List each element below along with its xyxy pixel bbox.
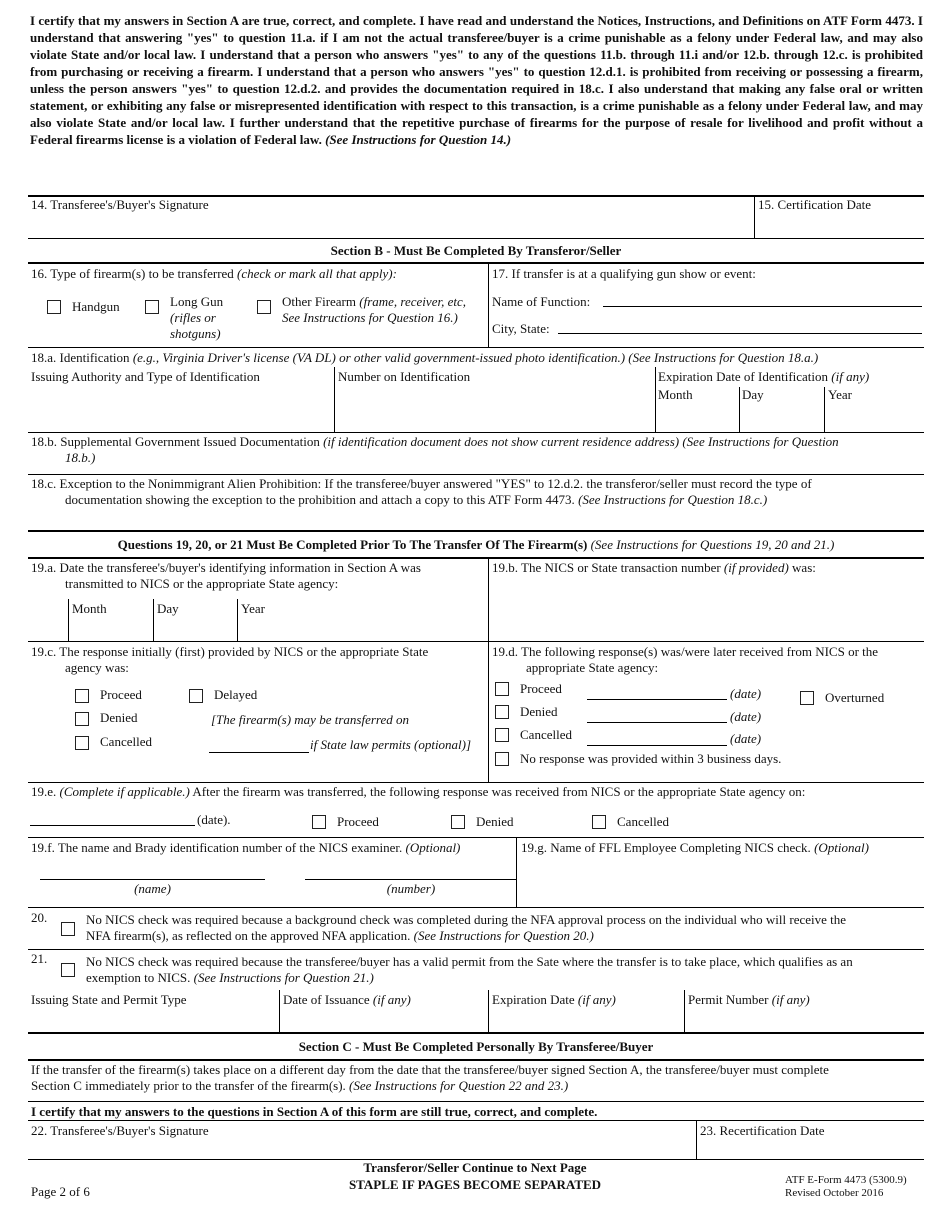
page-number: Page 2 of 6 bbox=[31, 1184, 90, 1199]
q19e-denied-label: Denied bbox=[476, 814, 514, 829]
q19c-transfer-date-field[interactable] bbox=[209, 752, 309, 753]
q19c-delayed-label: Delayed bbox=[214, 687, 258, 702]
q15-date-field[interactable] bbox=[758, 214, 922, 236]
q19e-proceed-label: Proceed bbox=[337, 814, 379, 829]
handgun-label: Handgun bbox=[72, 299, 120, 314]
q19d-denied-label: Denied bbox=[520, 704, 558, 719]
permit-issuance-label: Date of Issuance (if any) bbox=[283, 992, 411, 1007]
q19c-denied-label: Denied bbox=[100, 710, 138, 725]
section-c-instructions: If the transfer of the firearm(s) takes place on a different day from the date that the transferee/buyer signed Section A, the transferee/buyer must complete bbox=[31, 1062, 829, 1077]
q19d-proceed-label: Proceed bbox=[520, 681, 562, 696]
q19e-label: 19.e. (Complete if applicable.) After the firearm was transferred, the following response was received from NICS or the appropriate State agency on: bbox=[31, 784, 806, 799]
section-c-instructions-cont: Section C immediately prior to the transfer of the firearm(s). (See Instructions for Question 22 and 23.) bbox=[31, 1078, 569, 1093]
q19a-day-label: Day bbox=[157, 601, 179, 616]
continue-note: Transferor/Seller Continue to Next Page bbox=[363, 1160, 587, 1175]
issuing-authority-label: Issuing Authority and Type of Identification bbox=[31, 369, 260, 384]
section-b-header: Section B - Must Be Completed By Transferor/Seller bbox=[330, 243, 622, 258]
q19d-denied-date-label: (date) bbox=[730, 709, 762, 724]
q19c-denied-checkbox[interactable] bbox=[75, 712, 89, 726]
q22-label: 22. Transferee's/Buyer's Signature bbox=[31, 1123, 209, 1138]
q19c-label-cont: agency was: bbox=[65, 660, 129, 675]
q19d-denied-checkbox[interactable] bbox=[495, 705, 509, 719]
permit-expiration-label: Expiration Date (if any) bbox=[492, 992, 616, 1007]
overturned-label: Overturned bbox=[825, 690, 885, 705]
q20-text: No NICS check was required because a background check was completed during the NFA approval process on the individual who will receive the bbox=[86, 912, 847, 927]
other-firearm-note: See Instructions for Question 16.) bbox=[282, 310, 458, 325]
nics-examiner-number-field[interactable] bbox=[305, 879, 517, 880]
q19d-cancelled-label: Cancelled bbox=[520, 727, 572, 742]
q19d-cancelled-date-field[interactable] bbox=[587, 745, 727, 746]
function-name-field[interactable] bbox=[603, 306, 922, 307]
q19c-delayed-checkbox[interactable] bbox=[189, 689, 203, 703]
q19d-label: 19.d. The following response(s) was/were later received from NICS or the bbox=[492, 644, 879, 659]
q19c-transfer-note-cont: if State law permits (optional)] bbox=[310, 737, 472, 752]
q20-number: 20. bbox=[31, 910, 48, 925]
other-firearm-label: Other Firearm (frame, receiver, etc, bbox=[282, 294, 466, 309]
q17-label: 17. If transfer is at a qualifying gun show or event: bbox=[492, 266, 756, 281]
handgun-checkbox[interactable] bbox=[47, 300, 61, 314]
q19g-label: 19.g. Name of FFL Employee Completing NICS check. (Optional) bbox=[521, 840, 869, 855]
city-state-label: City, State: bbox=[492, 321, 550, 336]
q21-text-cont: exemption to NICS. (See Instructions for Question 21.) bbox=[86, 970, 374, 985]
examiner-number-label: (number) bbox=[386, 881, 436, 896]
q19e-cancelled-label: Cancelled bbox=[617, 814, 669, 829]
q18c-label: 18.c. Exception to the Nonimmigrant Alien Prohibition: If the transferee/buyer answered "YES" to 12.d.2. the transferor/seller must record the type of bbox=[31, 476, 812, 491]
q16-label: 16. Type of firearm(s) to be transferred (check or mark all that apply): bbox=[31, 266, 397, 281]
q21-text: No NICS check was required because the transferee/buyer has a valid permit from the Sate where the transfer is to take place, which qualifies as an bbox=[86, 954, 853, 969]
id-exp-month-label: Month bbox=[658, 387, 693, 402]
q19e-date-field[interactable] bbox=[30, 825, 195, 826]
permit-issuing-label: Issuing State and Permit Type bbox=[31, 992, 187, 1007]
q18b-label: 18.b. Supplemental Government Issued Documentation (if identification document does not show current residence address) (See Instructions for Question bbox=[31, 434, 839, 449]
q19a-month-label: Month bbox=[72, 601, 107, 616]
q23-label: 23. Recertification Date bbox=[700, 1123, 825, 1138]
q19d-cancelled-checkbox[interactable] bbox=[495, 728, 509, 742]
staple-note: STAPLE IF PAGES BECOME SEPARATED bbox=[348, 1177, 602, 1192]
examiner-name-label: (name) bbox=[134, 881, 171, 896]
q19f-label: 19.f. The name and Brady identification number of the NICS examiner. (Optional) bbox=[31, 840, 461, 855]
q19c-proceed-label: Proceed bbox=[100, 687, 142, 702]
q19a-year-label: Year bbox=[241, 601, 265, 616]
function-name-label: Name of Function: bbox=[492, 294, 591, 309]
certification-text: I certify that my answers in Section A are true, correct, and complete. I have read and understand the Notices, Instructions, and Definitions on ATF Form 4473. I understand that answering "yes" to question 11.a. if I am not the actual transferee/buyer is a crime punishable as a felony under Federal law, and may also violate State and/or local law. I understand that a person who answers "yes" to any of the questions 11.b. through 11.i and/or 12.b. through 12.c. is prohibited from purchasing or receiving a firearm. I understand that a person who answers "yes" to question 12.d.1. is prohibited from receiving or possessing a firearm, unless the person answers "yes" to question 12.d.2. and provides the documentation required in 18.c. I also understand that making any false oral or written statement, or exhibiting any false or misrepresented identification with respect to this transaction, is a crime punishable as a felony under Federal law, and may also violate State and/or local law. I further understand that the repetitive purchase of firearms for the purpose of resale for livelihood and profit without a Federal firearms license is a violation of Federal law. bbox=[30, 13, 923, 147]
permit-number-label: Permit Number (if any) bbox=[688, 992, 810, 1007]
nics-examiner-name-field[interactable] bbox=[40, 879, 265, 880]
long-gun-checkbox[interactable] bbox=[145, 300, 159, 314]
id-exp-year-label: Year bbox=[828, 387, 852, 402]
q14-signature-field[interactable] bbox=[30, 214, 750, 236]
q19e-denied-checkbox[interactable] bbox=[451, 815, 465, 829]
q22-signature-field[interactable] bbox=[30, 1140, 690, 1158]
certification-see-instructions: (See Instructions for Question 14.) bbox=[325, 132, 512, 147]
no-response-checkbox[interactable] bbox=[495, 752, 509, 766]
q19e-proceed-checkbox[interactable] bbox=[312, 815, 326, 829]
q19d-proceed-date-label: (date) bbox=[730, 686, 762, 701]
form-number: ATF E-Form 4473 (5300.9) bbox=[785, 1174, 907, 1186]
q20-text-cont: NFA firearm(s), as reflected on the approved NFA application. (See Instructions for Question 20.) bbox=[86, 928, 594, 943]
q19c-cancelled-checkbox[interactable] bbox=[75, 736, 89, 750]
section-c-header: Section C - Must Be Completed Personally By Transferee/Buyer bbox=[298, 1039, 654, 1054]
q19a-label-cont: transmitted to NICS or the appropriate State agency: bbox=[65, 576, 339, 591]
id-exp-day-label: Day bbox=[742, 387, 764, 402]
overturned-checkbox[interactable] bbox=[800, 691, 814, 705]
q18a-label: 18.a. Identification (e.g., Virginia Driver's license (VA DL) or other valid government-issued photo identification.) (See Instructions for Question 18.a.) bbox=[31, 350, 819, 365]
q19d-proceed-checkbox[interactable] bbox=[495, 682, 509, 696]
q19-21-header: Questions 19, 20, or 21 Must Be Completed Prior To The Transfer Of The Firearm(s) (See Instructions for Questions 19, 20 and 21.) bbox=[117, 537, 835, 552]
q15-label: 15. Certification Date bbox=[758, 197, 871, 212]
q19d-label-cont: appropriate State agency: bbox=[526, 660, 659, 675]
q21-checkbox[interactable] bbox=[61, 963, 75, 977]
q19c-label: 19.c. The response initially (first) provided by NICS or the appropriate State bbox=[31, 644, 429, 659]
q20-checkbox[interactable] bbox=[61, 922, 75, 936]
no-response-label: No response was provided within 3 business days. bbox=[520, 751, 782, 766]
q21-number: 21. bbox=[31, 951, 48, 966]
q19e-cancelled-checkbox[interactable] bbox=[592, 815, 606, 829]
q19c-cancelled-label: Cancelled bbox=[100, 734, 152, 749]
q19a-label: 19.a. Date the transferee's/buyer's identifying information in Section A was bbox=[31, 560, 421, 575]
q19b-label: 19.b. The NICS or State transaction number (if provided) was: bbox=[492, 560, 816, 575]
ffl-employee-name-field[interactable] bbox=[520, 860, 920, 904]
q23-date-field[interactable] bbox=[700, 1140, 920, 1158]
q14-label: 14. Transferee's/Buyer's Signature bbox=[31, 197, 209, 212]
long-gun-label: Long Gun bbox=[170, 294, 224, 309]
section-a-certification bbox=[30, 12, 923, 148]
q19d-cancelled-date-label: (date) bbox=[730, 731, 762, 746]
id-number-label: Number on Identification bbox=[338, 369, 471, 384]
q19e-date-label: (date). bbox=[197, 812, 231, 827]
form-revision: Revised October 2016 bbox=[785, 1187, 884, 1199]
long-gun-note: (rifles or bbox=[170, 310, 216, 325]
q19d-proceed-date-field[interactable] bbox=[587, 699, 727, 700]
city-state-field[interactable] bbox=[558, 333, 922, 334]
q19d-denied-date-field[interactable] bbox=[587, 722, 727, 723]
section-c-certification: I certify that my answers to the questions in Section A of this form are still true, correct, and complete. bbox=[31, 1104, 598, 1119]
q19c-transfer-note: [The firearm(s) may be transferred on bbox=[211, 712, 409, 727]
q18b-label-cont: 18.b.) bbox=[65, 450, 96, 465]
id-expiration-label: Expiration Date of Identification (if any) bbox=[658, 369, 870, 384]
q19c-proceed-checkbox[interactable] bbox=[75, 689, 89, 703]
q18c-label-cont: documentation showing the exception to the prohibition and attach a copy to this ATF Form 4473. (See Instructions for Question 18.c.) bbox=[65, 492, 768, 507]
long-gun-note-2: shotguns) bbox=[170, 326, 221, 341]
other-firearm-checkbox[interactable] bbox=[257, 300, 271, 314]
